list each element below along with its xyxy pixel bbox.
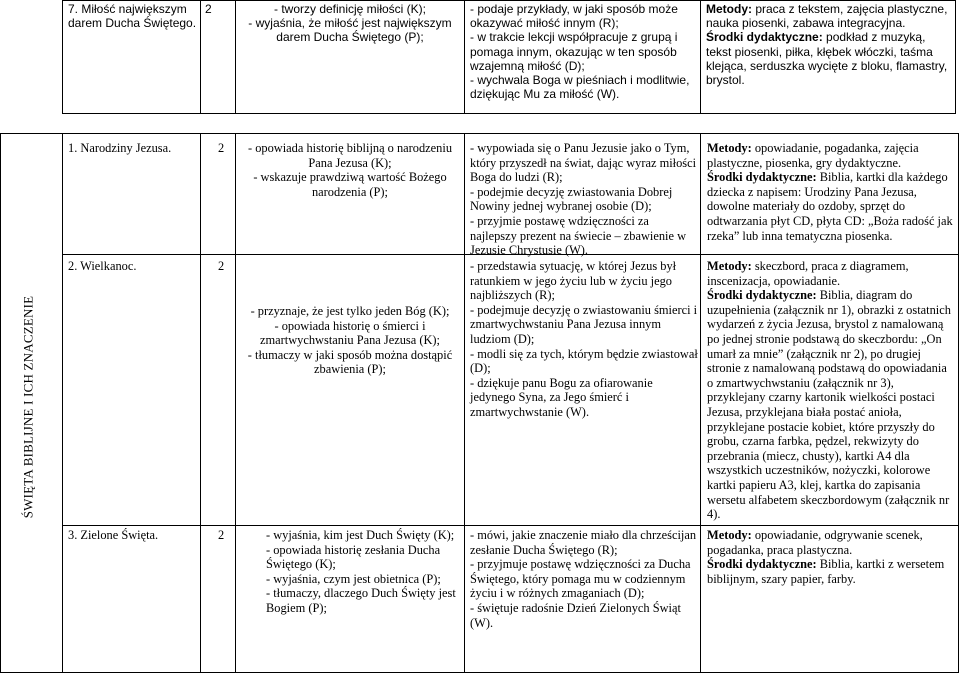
- table-border: [464, 0, 465, 114]
- student-outcomes-cell: - przedstawia sytuację, w której Jezus był ratunkiem w jego życiu lub w życiu jego najbliższych (R); - podejmuje decyzję o zwiastowaniu śmierci i zmartwychwstaniu Pana Jezusa innym ludziom (D); - modli się za tych, którym będzie zwiastował (D); - dziękuje panu Bogu za ofiarowanie jedynego Syna, za Jego śmierć i zmartwychwstanie (W).: [470, 259, 698, 419]
- methods-text: praca z tekstem, zajęcia plastyczne, nauka piosenki, zabawa integracyjna.: [706, 2, 948, 31]
- section-title-text: ŚWIĘTA BIBLIJNE I ICH ZNACZENIE: [20, 295, 36, 519]
- section-title: [20, 282, 38, 532]
- table-border: [200, 133, 201, 673]
- methods-text: opowiadanie, odgrywanie scenek, pogadanka, praca plastyczna.: [707, 528, 923, 557]
- methods-aids-cell: [706, 2, 953, 87]
- topic-cell: 3. Zielone Święta.: [68, 528, 159, 542]
- table-border: [955, 0, 956, 114]
- table-border: [235, 0, 236, 114]
- methods-label: Metody:: [706, 2, 752, 16]
- aids-label: Środki dydaktyczne:: [706, 30, 823, 45]
- methods-aids-cell: [707, 141, 955, 243]
- aids-text: Biblia, kartki z wersetem biblijnym, szary papier, farby.: [707, 557, 945, 586]
- table-border: [700, 0, 701, 114]
- aids-label: Środki dydaktyczne:: [707, 557, 817, 572]
- methods-aids-cell: [707, 528, 955, 586]
- methods-label: Metody:: [707, 259, 752, 273]
- teacher-goals-cell: - opowiada historię biblijną o narodzeniu Pana Jezusa (K); - wskazuje prawdziwą wartość Bożego narodzenia (P);: [247, 141, 453, 199]
- aids-text: Biblia, kartki dla każdego dziecka z napisem: Urodziny Pana Jezusa, dowolne materiały do ozdoby, sprzęt do odtwarzania płyt CD, płyta CD: „Boża radość jak rzeka” lub inna tematyczna piosenka.: [707, 170, 953, 243]
- table-border: [700, 133, 701, 673]
- hours-cell: 2: [218, 259, 225, 273]
- table-border: [62, 0, 956, 1]
- table-border: [200, 0, 201, 114]
- hours-cell: 2: [218, 528, 225, 542]
- topic-cell: 7. Miłość największym darem Ducha Świętego.: [68, 2, 197, 31]
- table-border: [235, 133, 236, 673]
- aids-text: podkład z muzyką, tekst piosenki, piłka, kłębek włóczki, taśma klejąca, serduszka wycięte z bloku, flamastry, brystol.: [706, 30, 948, 88]
- methods-text: opowiadanie, pogadanka, zajęcia plastyczne, piosenka, gry dydaktyczne.: [707, 141, 919, 170]
- table-border: [0, 133, 959, 134]
- teacher-goals-cell: - tworzy definicję miłości (K); - wyjaśnia, że miłość jest największym darem Ducha Świętego (P);: [248, 2, 452, 45]
- topic-cell: 2. Wielkanoc.: [68, 259, 137, 273]
- student-outcomes-cell: - wypowiada się o Panu Jezusie jako o Tym, który przyszedł na świat, dając wyraz miłości Boga do ludzi (R); - podejmie decyzję zwiastowania Dobrej Nowiny jednej wybranej osobie (D); - przyjmie postawę wdzięczności za najlepszy prezent na świecie – zbawienie w Jezusie Chrystusie (W).: [470, 141, 697, 258]
- hours-cell: 2: [205, 2, 212, 16]
- table-border: [464, 133, 465, 673]
- methods-label: Metody:: [707, 141, 752, 155]
- teacher-goals-cell: - przyznaje, że jest tylko jeden Bóg (K); - opowiada historię o śmierci i zmartwychwstaniu Pana Jezusa (K); - tłumaczy w jaki sposób można dostąpić zbawienia (P);: [247, 304, 453, 377]
- table-border: [62, 0, 63, 114]
- hours-cell: 2: [218, 141, 225, 155]
- teacher-goals-cell: - wyjaśnia, kim jest Duch Święty (K); - opowiada historię zesłania Ducha Świętego (K); - wyjaśnia, czym jest obietnica (P); - tłumaczy, dlaczego Duch Święty jest Bogiem (P);: [266, 528, 456, 615]
- student-outcomes-cell: - mówi, jakie znaczenie miało dla chrześcijan zesłanie Ducha Świętego (R); - przyjmuje postawę wdzięczności za Ducha Świętego, który pomaga mu w codziennym życiu i w różnych zmaganiach (D); - świętuje radośnie Dzień Zielonych Świąt (W).: [470, 528, 697, 630]
- row-separator: [62, 525, 959, 526]
- aids-text: Biblia, diagram do uzupełnienia (załącznik nr 1), obrazki z ostatnich wydarzeń z życia Jezusa, brystol z namalowaną po jednej stronie podstawą do skeczbordu: „On umarł za mnie” (załącznik nr 2), po drugiej stronie z namalowaną podstawą do opowiadania o zmartwychwstaniu (załącznik nr 3), przyklejany czarny kartonik wielkości postaci Jezusa, przyklejana biała postać anioła, przyklejane postacie kobiet, które przyszły do grobu, czarna farbka, pędzel, rekwizyty do przebrania (miecz, chusty), kartki A4 dla wszystkich uczestników, nożyczki, kolorowe kartki papieru A3, klej, kartka do zapisania wersetu alfabetem skeczbordowym (załącznik nr 4).: [707, 288, 951, 522]
- table-border: [62, 113, 956, 114]
- methods-text: skeczbord, praca z diagramem, inscenizacja, opowiadanie.: [707, 259, 909, 288]
- aids-label: Środki dydaktyczne:: [707, 288, 817, 303]
- aids-label: Środki dydaktyczne:: [707, 170, 817, 185]
- student-outcomes-cell: - podaje przykłady, w jaki sposób może okazywać miłość innym (R); - w trakcie lekcji współpracuje z grupą i pomaga innym, okazując w ten sposób wzajemną miłość (D); - wychwala Boga w pieśniach i modlitwie, dziękując Mu za miłość (W).: [470, 2, 690, 102]
- topic-cell: 1. Narodziny Jezusa.: [68, 141, 172, 155]
- methods-label: Metody:: [707, 528, 752, 542]
- table-border: [0, 672, 959, 673]
- methods-aids-cell: [707, 259, 955, 522]
- table-border: [62, 133, 63, 673]
- table-border: [0, 133, 1, 673]
